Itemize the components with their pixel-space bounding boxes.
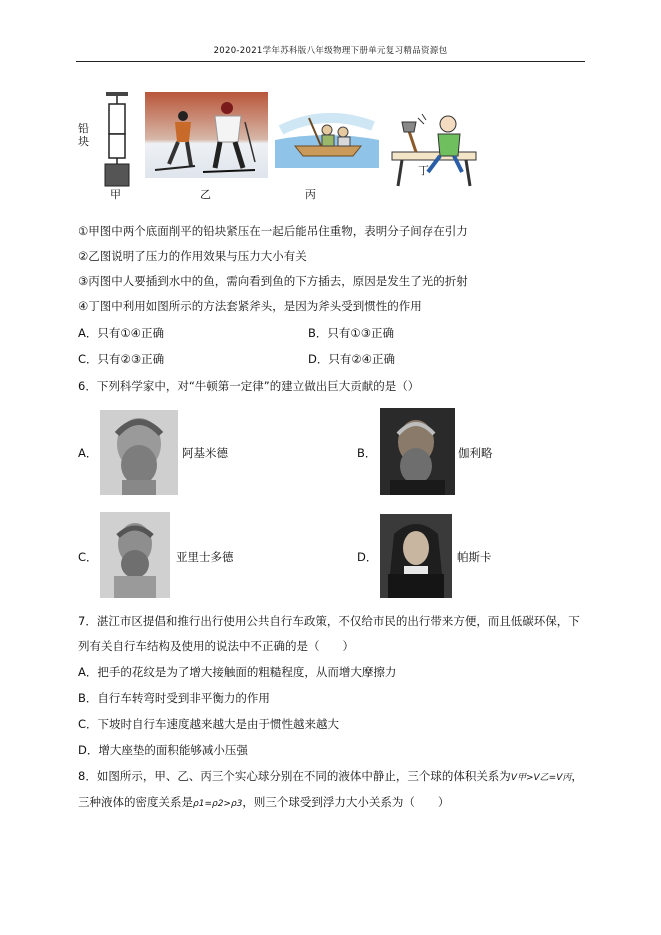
figure-panel-ding (388, 110, 482, 195)
caption-bing: 丙 (305, 188, 316, 201)
q7-stem-line1: 7．湛江市区提倡和推行出行使用公共自行车政策，不仅给市民的出行带来方便，而且低碳环保，下 (78, 614, 580, 628)
q6-option-a-name[interactable]: 阿基米德 (182, 446, 228, 460)
q8-line1 (78, 768, 583, 786)
aristotle-portrait (100, 512, 170, 598)
galileo-portrait (380, 408, 455, 495)
q5-option-b[interactable]: B．只有①③正确 (308, 326, 395, 340)
figure-panel-yi (145, 92, 268, 201)
lead-block-label: 铅块 (78, 122, 89, 148)
figure-panel-bing (275, 100, 379, 201)
q6-option-d-letter[interactable]: D． (357, 550, 378, 564)
statement-2: ②乙图说明了压力的作用效果与压力大小有关 (78, 249, 307, 263)
q6-option-b-name[interactable]: 伽利略 (458, 446, 493, 460)
axe-hammering-drawing (388, 110, 482, 188)
statement-4: ④丁图中利用如图所示的方法套紧斧头，是因为斧头受到惯性的作用 (78, 299, 422, 313)
caption-jia: 甲 (110, 188, 121, 201)
archimedes-portrait (100, 410, 178, 495)
q6-option-b-letter[interactable]: B． (357, 446, 377, 460)
q7-option-c[interactable]: C．下坡时自行车速度越来越大是由于惯性越来越大 (78, 717, 340, 731)
q8-volume-relation: V甲>V乙=V丙 (510, 773, 572, 783)
q5-option-c[interactable]: C．只有②③正确 (78, 352, 165, 366)
q8-density-relation: ρ1=ρ2>ρ3 (193, 799, 243, 809)
q7-stem-line2: 列有关自行车结构及使用的说法中不正确的是（ ） (78, 639, 354, 653)
q7-option-b[interactable]: B．自行车转弯时受到非平衡力的作用 (78, 691, 270, 705)
q5-option-d[interactable]: D．只有②④正确 (308, 352, 395, 366)
q8-line1-text: 8．如图所示，甲、乙、丙三个实心球分别在不同的液体中静止，三个球的体积关系为 (78, 769, 511, 783)
q5-option-a[interactable]: A．只有①④正确 (78, 326, 164, 340)
figure-panel-jia (78, 90, 138, 200)
q8-line2 (78, 794, 449, 812)
page-header: 2020-2021学年苏科版八年级物理下册单元复习精品资源包 (213, 46, 448, 56)
q6-option-a-letter[interactable]: A． (78, 446, 98, 460)
q7-option-a[interactable]: A．把手的花纹是为了增大接触面的粗糙程度，从而增大摩擦力 (78, 665, 397, 679)
q6-stem: 6．下列科学家中，对“牛顿第一定律”的建立做出巨大贡献的是（） (78, 379, 420, 393)
skiers-photo (145, 92, 268, 178)
caption-yi: 乙 (200, 188, 211, 201)
statement-1: ①甲图中两个底面削平的铅块紧压在一起后能吊住重物，表明分子间存在引力 (78, 224, 468, 238)
q6-option-c-letter[interactable]: C． (78, 550, 98, 564)
fishing-boat-drawing (275, 100, 379, 168)
caption-ding: 丁 (418, 164, 429, 177)
statement-3: ③丙图中人要插到水中的鱼，需向看到鱼的下方插去，原因是发生了光的折射 (78, 274, 468, 288)
q8-line1-end: ， (571, 769, 583, 783)
pascal-portrait (380, 514, 452, 598)
q7-option-d[interactable]: D．增大座垫的面积能够减小压强 (78, 743, 248, 757)
q8-line2-text: 三种液体的密度关系是 (78, 795, 193, 809)
q6-option-d-name[interactable]: 帕斯卡 (457, 550, 492, 564)
header-divider (76, 61, 585, 62)
q6-option-c-name[interactable]: 亚里士多德 (176, 550, 234, 564)
q8-line2-end: ，则三个球受到浮力大小关系为（ ） (242, 795, 450, 809)
